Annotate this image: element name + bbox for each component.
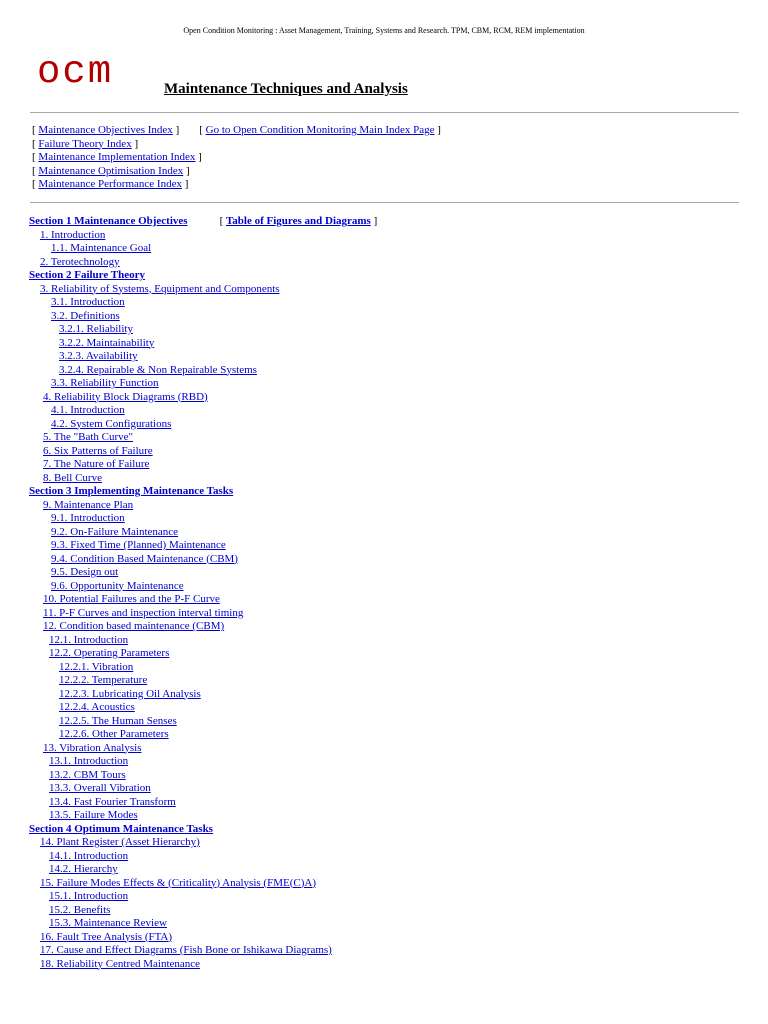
- toc-section-row: [29, 823, 377, 837]
- toc-item-link[interactable]: 2. Terotechnology: [40, 255, 120, 268]
- toc-item-link[interactable]: 10. Potential Failures and the P-F Curve: [43, 593, 220, 605]
- toc-item-row: [29, 323, 377, 337]
- bracket-close: ]: [181, 178, 189, 190]
- toc-item-row: [29, 607, 377, 621]
- toc-item-link[interactable]: 11. P-F Curves and inspection interval timing: [43, 606, 244, 619]
- toc-item-row: [29, 958, 377, 972]
- index-row-failure-theory: [32, 138, 441, 152]
- bracket-open: [: [32, 124, 39, 136]
- toc-item-link[interactable]: 13.1. Introduction: [49, 755, 129, 767]
- toc-item-row: [29, 809, 377, 823]
- link-main-index-page[interactable]: Go to Open Condition Monitoring Main Index Page: [205, 124, 435, 136]
- toc-item-row: [29, 688, 377, 702]
- toc-item-link[interactable]: 6. Six Patterns of Failure: [43, 444, 153, 457]
- toc-item-link[interactable]: 14.1. Introduction: [49, 849, 129, 862]
- page-title: Maintenance Techniques and Analysis: [164, 81, 408, 97]
- toc-item-row: [29, 620, 377, 634]
- toc-item-link[interactable]: 12.2.2. Temperature: [59, 674, 148, 686]
- toc-item-row: [29, 256, 377, 270]
- toc-section-link[interactable]: Section 1 Maintenance Objectives: [29, 215, 188, 227]
- toc-item-row: [29, 431, 377, 445]
- toc-item-link[interactable]: 4.2. System Configurations: [51, 417, 172, 430]
- toc-item-link[interactable]: 4. Reliability Block Diagrams (RBD): [43, 390, 208, 403]
- index-row-optimisation: [32, 165, 441, 179]
- index-links: [32, 124, 441, 192]
- toc-item-link[interactable]: 15. Failure Modes Effects & (Criticality) Analysis (FME(C)A): [40, 876, 316, 889]
- toc-item-row: [29, 836, 377, 850]
- toc-item-link[interactable]: 15.3. Maintenance Review: [49, 917, 167, 929]
- toc-item-link[interactable]: 13.5. Failure Modes: [49, 809, 138, 821]
- toc-section-row: [29, 269, 377, 283]
- toc-section-link[interactable]: Section 2 Failure Theory: [29, 269, 146, 281]
- bracket-open: [: [32, 178, 39, 190]
- toc-item-link[interactable]: 9.5. Design out: [51, 566, 119, 578]
- toc-item-link[interactable]: 1. Introduction: [40, 228, 106, 241]
- toc-item-link[interactable]: 13.2. CBM Tours: [49, 768, 126, 781]
- toc-item-link[interactable]: 7. The Nature of Failure: [43, 458, 150, 470]
- bracket-close: ]: [172, 124, 180, 136]
- toc-item-link[interactable]: 9.1. Introduction: [51, 512, 125, 524]
- toc-item-link[interactable]: 9.2. On-Failure Maintenance: [51, 525, 179, 538]
- toc-item-link[interactable]: 13.4. Fast Fourier Transform: [49, 795, 176, 808]
- toc-item-row: [29, 877, 377, 891]
- toc-item-row: [29, 742, 377, 756]
- link-objectives-index[interactable]: Maintenance Objectives Index: [38, 124, 173, 136]
- toc-section-row: [29, 485, 377, 499]
- toc-item-row: [29, 728, 377, 742]
- bracket-open: [: [219, 215, 226, 227]
- toc-item-row: [29, 458, 377, 472]
- toc-item-link[interactable]: 12.2.5. The Human Senses: [59, 714, 177, 727]
- toc-item-row: [29, 512, 377, 526]
- figures-link-group: [220, 215, 378, 229]
- link-performance-index[interactable]: Maintenance Performance Index: [38, 178, 182, 190]
- toc-item-link[interactable]: 18. Reliability Centred Maintenance: [40, 957, 201, 970]
- bracket-open: [: [32, 151, 39, 163]
- toc-item-row: [29, 391, 377, 405]
- toc-item-link[interactable]: 9.6. Opportunity Maintenance: [51, 579, 184, 592]
- toc-item-link[interactable]: 12.1. Introduction: [49, 633, 129, 646]
- toc-item-row: [29, 769, 377, 783]
- link-optimisation-index[interactable]: Maintenance Optimisation Index: [38, 164, 184, 177]
- toc-item-link[interactable]: 9.3. Fixed Time (Planned) Maintenance: [51, 539, 226, 551]
- toc-item-row: [29, 701, 377, 715]
- toc-item-row: [29, 944, 377, 958]
- toc-item-link[interactable]: 8. Bell Curve: [43, 471, 102, 484]
- toc-item-row: [29, 472, 377, 486]
- toc-item-row: [29, 418, 377, 432]
- toc-item-link[interactable]: 3.2.4. Repairable & Non Repairable Systems: [59, 363, 257, 376]
- bracket-close: ]: [195, 151, 202, 163]
- toc-item-row: [29, 242, 377, 256]
- toc-item-link[interactable]: 12.2. Operating Parameters: [49, 647, 170, 659]
- toc-item-link[interactable]: 3.2.2. Maintainability: [59, 336, 155, 349]
- toc-item-link[interactable]: 5. The "Bath Curve": [43, 431, 134, 443]
- link-implementation-index[interactable]: Maintenance Implementation Index: [38, 151, 196, 163]
- toc-item-row: [29, 404, 377, 418]
- toc-item-link[interactable]: 13.3. Overall Vibration: [49, 782, 151, 794]
- toc-item-link[interactable]: 9. Maintenance Plan: [43, 498, 134, 511]
- toc-item-link[interactable]: 12.2.1. Vibration: [59, 660, 134, 673]
- toc-item-link[interactable]: 9.4. Condition Based Maintenance (CBM): [51, 552, 238, 565]
- toc-item-row: [29, 310, 377, 324]
- toc-item-row: [29, 796, 377, 810]
- toc-item-row: [29, 377, 377, 391]
- toc-item-link[interactable]: 12. Condition based maintenance (CBM): [43, 620, 225, 632]
- toc-item-row: [29, 593, 377, 607]
- toc-item-row: [29, 755, 377, 769]
- toc-item-row: [29, 782, 377, 796]
- divider-middle: [30, 202, 739, 203]
- bracket-close: ]: [131, 137, 139, 150]
- toc-item-row: [29, 337, 377, 351]
- toc-item-row: [29, 661, 377, 675]
- toc-item-row: [29, 931, 377, 945]
- bracket-close: ]: [370, 215, 378, 227]
- toc-item-row: [29, 674, 377, 688]
- toc-item-link[interactable]: 1.1. Maintenance Goal: [51, 242, 152, 254]
- toc-item-row: [29, 580, 377, 594]
- toc-item-link[interactable]: 3.3. Reliability Function: [51, 377, 159, 389]
- toc-item-row: [29, 283, 377, 297]
- toc-item-row: [29, 445, 377, 459]
- toc-item-link[interactable]: 15.1. Introduction: [49, 890, 129, 902]
- toc-item-link[interactable]: 12.2.4. Acoustics: [59, 701, 135, 713]
- link-failure-theory-index[interactable]: Failure Theory Index: [38, 137, 132, 150]
- toc-item-row: [29, 863, 377, 877]
- bracket-close: ]: [183, 164, 190, 177]
- link-table-of-figures[interactable]: Table of Figures and Diagrams: [225, 215, 371, 227]
- toc-item-link[interactable]: 12.2.3. Lubricating Oil Analysis: [59, 687, 201, 700]
- toc-item-row: [29, 917, 377, 931]
- divider-top: [30, 112, 739, 113]
- toc-item-link[interactable]: 13. Vibration Analysis: [43, 741, 142, 754]
- site-banner: Open Condition Monitoring : Asset Management, Training, Systems and Research. TPM, CBM, RCM, REM implementation: [183, 26, 585, 35]
- toc-item-row: [29, 647, 377, 661]
- toc-item-link[interactable]: 3.2.1. Reliability: [59, 323, 133, 335]
- toc-item-row: [29, 229, 377, 243]
- toc-item-link[interactable]: 3. Reliability of Systems, Equipment and Components: [40, 282, 280, 295]
- toc-item-row: [29, 566, 377, 580]
- index-row-objectives: [32, 124, 441, 138]
- toc-item-link[interactable]: 12.2.6. Other Parameters: [59, 728, 169, 740]
- toc-item-link[interactable]: 16. Fault Tree Analysis (FTA): [40, 930, 173, 943]
- toc-item-link[interactable]: 14. Plant Register (Asset Hierarchy): [40, 836, 200, 848]
- bracket-open: [: [32, 164, 39, 177]
- toc-item-link[interactable]: 15.2. Benefits: [49, 903, 111, 916]
- ocm-logo[interactable]: ocm: [37, 50, 114, 94]
- bracket-open: [: [32, 137, 39, 150]
- toc-item-link[interactable]: 17. Cause and Effect Diagrams (Fish Bone or Ishikawa Diagrams): [40, 944, 332, 956]
- toc-item-row: [29, 539, 377, 553]
- index-row-implementation: [32, 151, 441, 165]
- toc-item-row: [29, 350, 377, 364]
- toc-item-row: [29, 904, 377, 918]
- bracket-open: [: [199, 124, 206, 136]
- toc-item-row: [29, 526, 377, 540]
- toc-section-link[interactable]: Section 4 Optimum Maintenance Tasks: [29, 822, 213, 835]
- toc-item-row: [29, 634, 377, 648]
- toc-item-row: [29, 499, 377, 513]
- toc-item-row: [29, 553, 377, 567]
- toc-item-link[interactable]: 3.2.3. Availability: [59, 350, 138, 362]
- toc-section-link[interactable]: Section 3 Implementing Maintenance Tasks: [29, 485, 234, 497]
- toc-item-link[interactable]: 3.1. Introduction: [51, 296, 125, 308]
- toc-item-row: [29, 890, 377, 904]
- toc-item-link[interactable]: 14.2. Hierarchy: [49, 863, 118, 875]
- toc-item-link[interactable]: 3.2. Definitions: [51, 309, 120, 322]
- table-of-contents: [29, 215, 377, 971]
- toc-item-row: [29, 715, 377, 729]
- bracket-close: ]: [434, 124, 441, 136]
- toc-item-row: [29, 850, 377, 864]
- toc-item-link[interactable]: 4.1. Introduction: [51, 404, 125, 416]
- index-row-performance: [32, 178, 441, 192]
- toc-section-row: [29, 215, 377, 229]
- toc-item-row: [29, 364, 377, 378]
- toc-item-row: [29, 296, 377, 310]
